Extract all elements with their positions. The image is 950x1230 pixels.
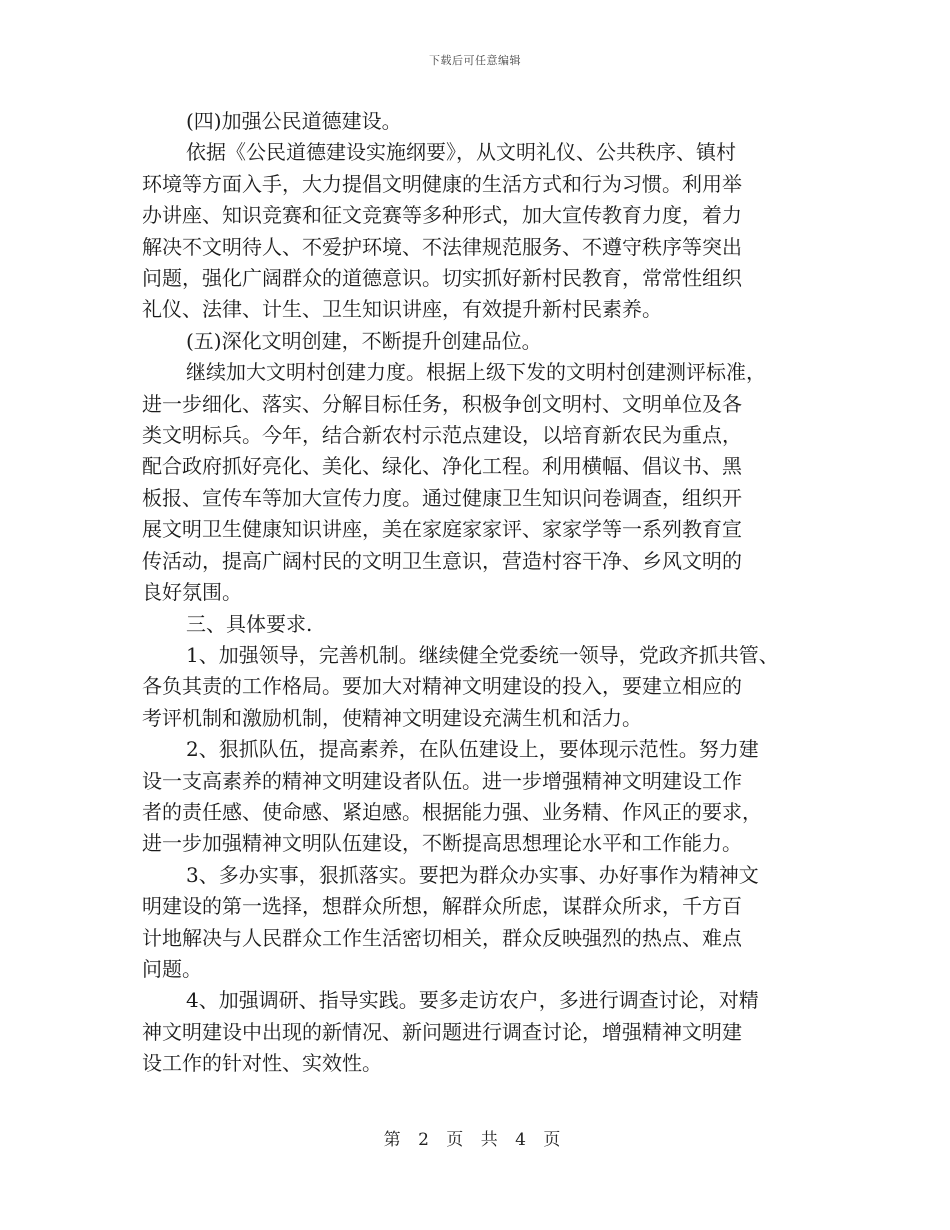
- text-line: 环境等方面入手，大力提倡文明健康的生活方式和行为习惯。利用举: [142, 171, 742, 196]
- text-line: 办讲座、知识竞赛和征文竞赛等多种形式，加大宣传教育力度，着力: [142, 203, 742, 228]
- text-line: 者的责任感、使命感、紧迫感。根据能力强、业务精、作风正的要求，: [142, 799, 762, 824]
- text-line: 设工作的针对性、实效性。: [142, 1051, 382, 1076]
- text-line: 良好氛围。: [142, 580, 242, 605]
- text-line: 3、多办实事，狠抓落实。要把为群众办实事、办好事作为精神文: [186, 862, 759, 887]
- text-line: 问题，强化广阔群众的道德意识。切实抓好新村民教育，常常性组织: [142, 266, 742, 291]
- text-line: 4、加强调研、指导实践。要多走访农户，多进行调查讨论，对精: [186, 988, 759, 1013]
- text-line: 依据《公民道德建设实施纲要》，从文明礼仪、公共秩序、镇村: [186, 140, 736, 165]
- text-line: 继续加大文明村创建力度。根据上级下发的文明村创建测评标准，: [186, 360, 766, 385]
- page-number-footer: 第 2 页 共 4 页: [383, 1130, 567, 1150]
- text-line: 展文明卫生健康知识讲座，美在家庭家家评、家家学等一系列教育宣: [142, 517, 742, 542]
- text-line: 解决不文明待人、不爱护环境、不法律规范服务、不遵守秩序等突出: [142, 234, 742, 259]
- text-line: 明建设的第一选择，想群众所想，解群众所虑，谋群众所求，千方百: [142, 894, 742, 919]
- text-line: 传活动，提高广阔村民的文明卫生意识，营造村容干净、乡风文明的: [142, 548, 742, 573]
- text-line: 问题。: [142, 956, 202, 981]
- text-line: 2、狠抓队伍，提高素养，在队伍建设上，要体现示范性。努力建: [186, 737, 759, 762]
- text-line: 三、具体要求.: [186, 611, 313, 636]
- text-line: 设一支高素养的精神文明建设者队伍。进一步增强精神文明建设工作: [142, 768, 742, 793]
- text-line: 各负其责的工作格局。要加大对精神文明建设的投入，要建立相应的: [142, 674, 742, 699]
- page-header: 下载后可任意编辑: [429, 54, 521, 67]
- text-line: 考评机制和激励机制，使精神文明建设充满生机和活力。: [142, 705, 642, 730]
- text-line: 类文明标兵。今年，结合新农村示范点建设，以培育新农民为重点，: [142, 423, 742, 448]
- document-body: [142, 106, 822, 1080]
- text-line: 神文明建设中出现的新情况、新问题进行调查讨论，增强精神文明建: [142, 1019, 742, 1044]
- text-line: (四)加强公民道德建设。: [186, 109, 402, 133]
- text-line: 1、加强领导，完善机制。继续健全党委统一领导，党政齐抓共管、: [186, 642, 779, 667]
- text-line: 礼仪、法律、计生、卫生知识讲座，有效提升新村民素养。: [142, 297, 662, 322]
- text-line: (五)深化文明创建，不断提升创建品位。: [186, 328, 542, 353]
- text-line: 配合政府抓好亮化、美化、绿化、净化工程。利用横幅、倡议书、黑: [142, 454, 742, 479]
- text-line: 计地解决与人民群众工作生活密切相关，群众反映强烈的热点、难点: [142, 925, 742, 950]
- text-line: 进一步加强精神文明队伍建设，不断提高思想理论水平和工作能力。: [142, 831, 742, 856]
- text-line: 板报、宣传车等加大宣传力度。通过健康卫生知识问卷调查，组织开: [142, 485, 742, 510]
- text-line: 进一步细化、落实、分解目标任务，积极争创文明村、文明单位及各: [142, 391, 742, 416]
